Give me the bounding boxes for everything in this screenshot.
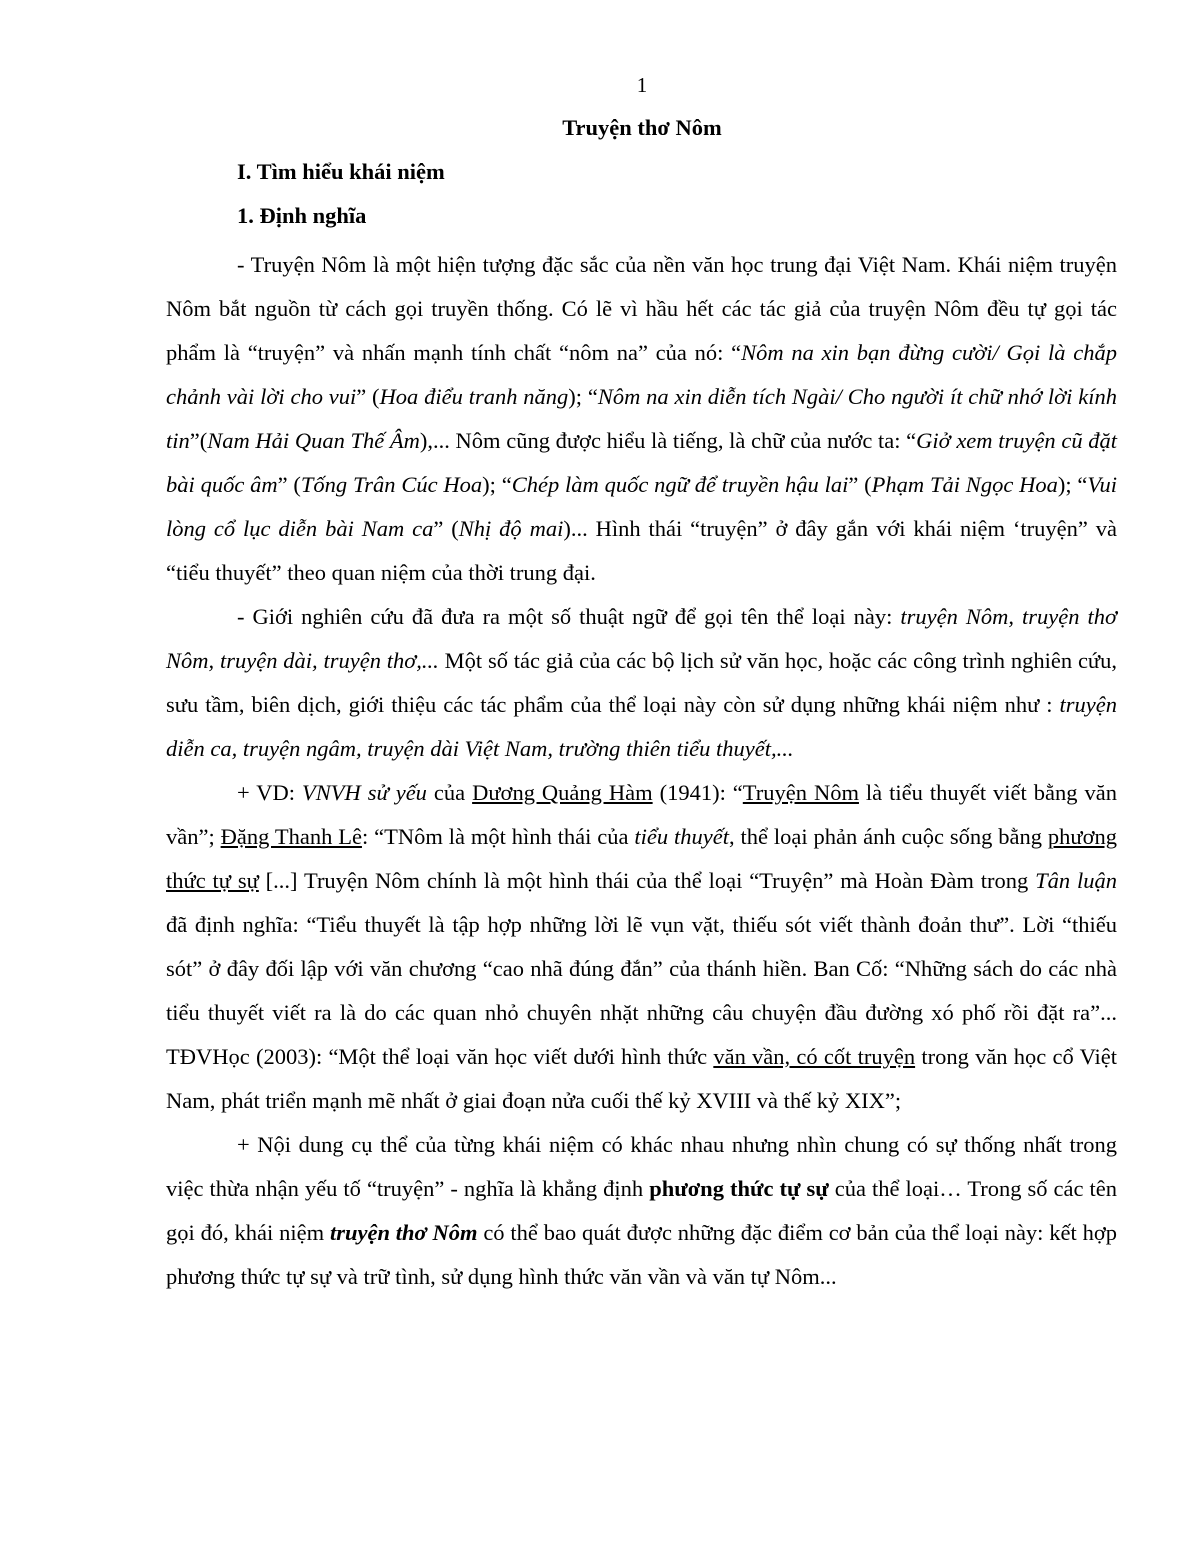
text-run: (1941): “: [652, 780, 743, 805]
text-run: của: [426, 780, 473, 805]
subsection-heading: 1. Định nghĩa: [237, 203, 367, 228]
text-run: ” (: [848, 472, 872, 497]
text-run: - Truyện Nôm là một hiện tượng đặc sắc của nền văn học trung đại Việt Nam. Khái niệm truyện Nôm bắt nguồn từ cách gọi truyền thống. Có lẽ vì hầu hết các tác giả của truyện Nôm đều tự gọi tác phẩm là “truyện” và nhấn mạnh tính chất “nôm na” của nó: “: [166, 252, 1117, 365]
work-title: VNVH sử yếu: [301, 780, 427, 805]
text-run: : “TNôm là một hình thái của: [361, 824, 635, 849]
section-heading: I. Tìm hiểu khái niệm: [237, 159, 445, 184]
text-run: ” (: [433, 516, 459, 541]
paragraph-conclusion: [166, 1123, 1117, 1299]
text-run: - Giới nghiên cứu đã đưa ra một số thuật ngữ để gọi tên thể loại này:: [237, 604, 901, 629]
text-run: ); “: [1057, 472, 1088, 497]
term-list: truyện Nôm, truyện thơ Nôm, truyện dài, truyện thơ,...: [166, 604, 1117, 673]
quoted-verse: Nôm na xin diễn tích Ngài/ Cho người ít chữ nhớ lời kính tin: [166, 384, 1117, 453]
text-run: ” (: [277, 472, 301, 497]
paragraph-terminology: [166, 595, 1117, 771]
quoted-verse: Vui lòng cổ lục diễn bài Nam ca: [166, 472, 1117, 541]
text-run: + VD:: [237, 780, 302, 805]
text-run: đã định nghĩa: “Tiểu thuyết là tập hợp những lời lẽ vụn vặt, thiếu sót viết thành đoản thư”. Lời “thiếu sót” ở đây đối lập với văn chương “cao nhã đúng đắn” của thánh hiền. Ban Cố: “Những sách do các nhà tiểu thuyết viết ra là do các quan nhỏ chuyên nhặt những câu chuyện đầu đường xó phố rồi đặt ra”... TĐVHọc (2003): “Một thể loại văn học viết dưới hình thức: [166, 912, 1117, 1069]
quoted-verse: Giở xem truyện cũ đặt bài quốc âm: [166, 428, 1117, 497]
quoted-verse: Chép làm quốc ngữ để truyền hậu lai: [511, 472, 849, 497]
text-run: ” (: [356, 384, 380, 409]
text-run: ),... Nôm cũng được hiểu là tiếng, là chữ của nước ta: “: [419, 428, 917, 453]
text-run: ); “: [568, 384, 598, 409]
work-title: Tân luận: [1035, 868, 1118, 893]
bold-term: phương thức tự sự: [649, 1176, 829, 1201]
text-run: Một số tác giả của các bộ lịch sử văn học, hoặc các công trình nghiên cứu, sưu tầm, biên dịch, giới thiệu các tác phẩm của thể loại này còn sử dụng những khái niệm như :: [166, 648, 1118, 717]
underlined-term: văn vần, có cốt truyện: [713, 1044, 916, 1069]
quoted-verse: Nôm na xin bạn đừng cười/ Gọi là chắp chảnh vài lời cho vui: [166, 340, 1117, 409]
text-run: )... Hình thái “truyện” ở đây gắn với khái niệm ‘truyện” và “tiểu thuyết” theo quan niệm của thời trung đại.: [166, 516, 1117, 585]
text-run: ); “: [482, 472, 512, 497]
work-title: Nhị độ mai: [458, 516, 564, 541]
text-run: [...] Truyện Nôm chính là một hình thái của thể loại “Truyện” mà Hoàn Đàm trong: [258, 868, 1036, 893]
work-title: Hoa điểu tranh năng: [379, 384, 569, 409]
paragraph-examples: [166, 771, 1117, 1123]
underlined-term: phương thức tự sự: [166, 824, 1117, 893]
underlined-author: Dương Quảng Hàm: [472, 780, 653, 805]
underlined-author: Đặng Thanh Lê: [220, 824, 362, 849]
work-title: Phạm Tải Ngọc Hoa: [871, 472, 1058, 497]
work-title: Tống Trân Cúc Hoa: [300, 472, 483, 497]
text-run: của thể loại… Trong số các tên gọi đó, khái niệm: [166, 1176, 1118, 1245]
text-run: là tiểu thuyết viết bằng văn vần”;: [166, 780, 1117, 849]
text-run: ”(: [189, 428, 208, 453]
body-text: [166, 243, 1117, 1299]
bold-italic-term: truyện thơ Nôm: [329, 1220, 478, 1245]
document-title: Truyện thơ Nôm: [562, 115, 722, 140]
text-run: + Nội dung cụ thể của từng khái niệm có khác nhau nhưng nhìn chung có sự thống nhất trong việc thừa nhận yếu tố “truyện” - nghĩa là khẳng định: [166, 1132, 1117, 1201]
page-number: 1: [636, 73, 648, 97]
text-run: trong văn học cổ Việt Nam, phát triển mạnh mẽ nhất ở giai đoạn nửa cuối thế kỷ XVIII và thế kỷ XIX”;: [166, 1044, 1117, 1113]
underlined-term: Truyện Nôm: [742, 780, 859, 805]
text-run: , thể loại phản ánh cuộc sống bằng: [728, 824, 1048, 849]
text-run: có thể bao quát được những đặc điểm cơ bản của thể loại này: kết hợp phương thức tự sự và trữ tình, sử dụng hình thức văn vần và văn tự Nôm...: [166, 1220, 1117, 1289]
paragraph-definition: [166, 243, 1117, 595]
work-title: Nam Hải Quan Thế Âm: [207, 428, 420, 453]
italic-term: tiểu thuyết: [634, 824, 729, 849]
term-list: truyện diễn ca, truyện ngâm, truyện dài Việt Nam, trường thiên tiểu thuyết,...: [166, 692, 1117, 761]
